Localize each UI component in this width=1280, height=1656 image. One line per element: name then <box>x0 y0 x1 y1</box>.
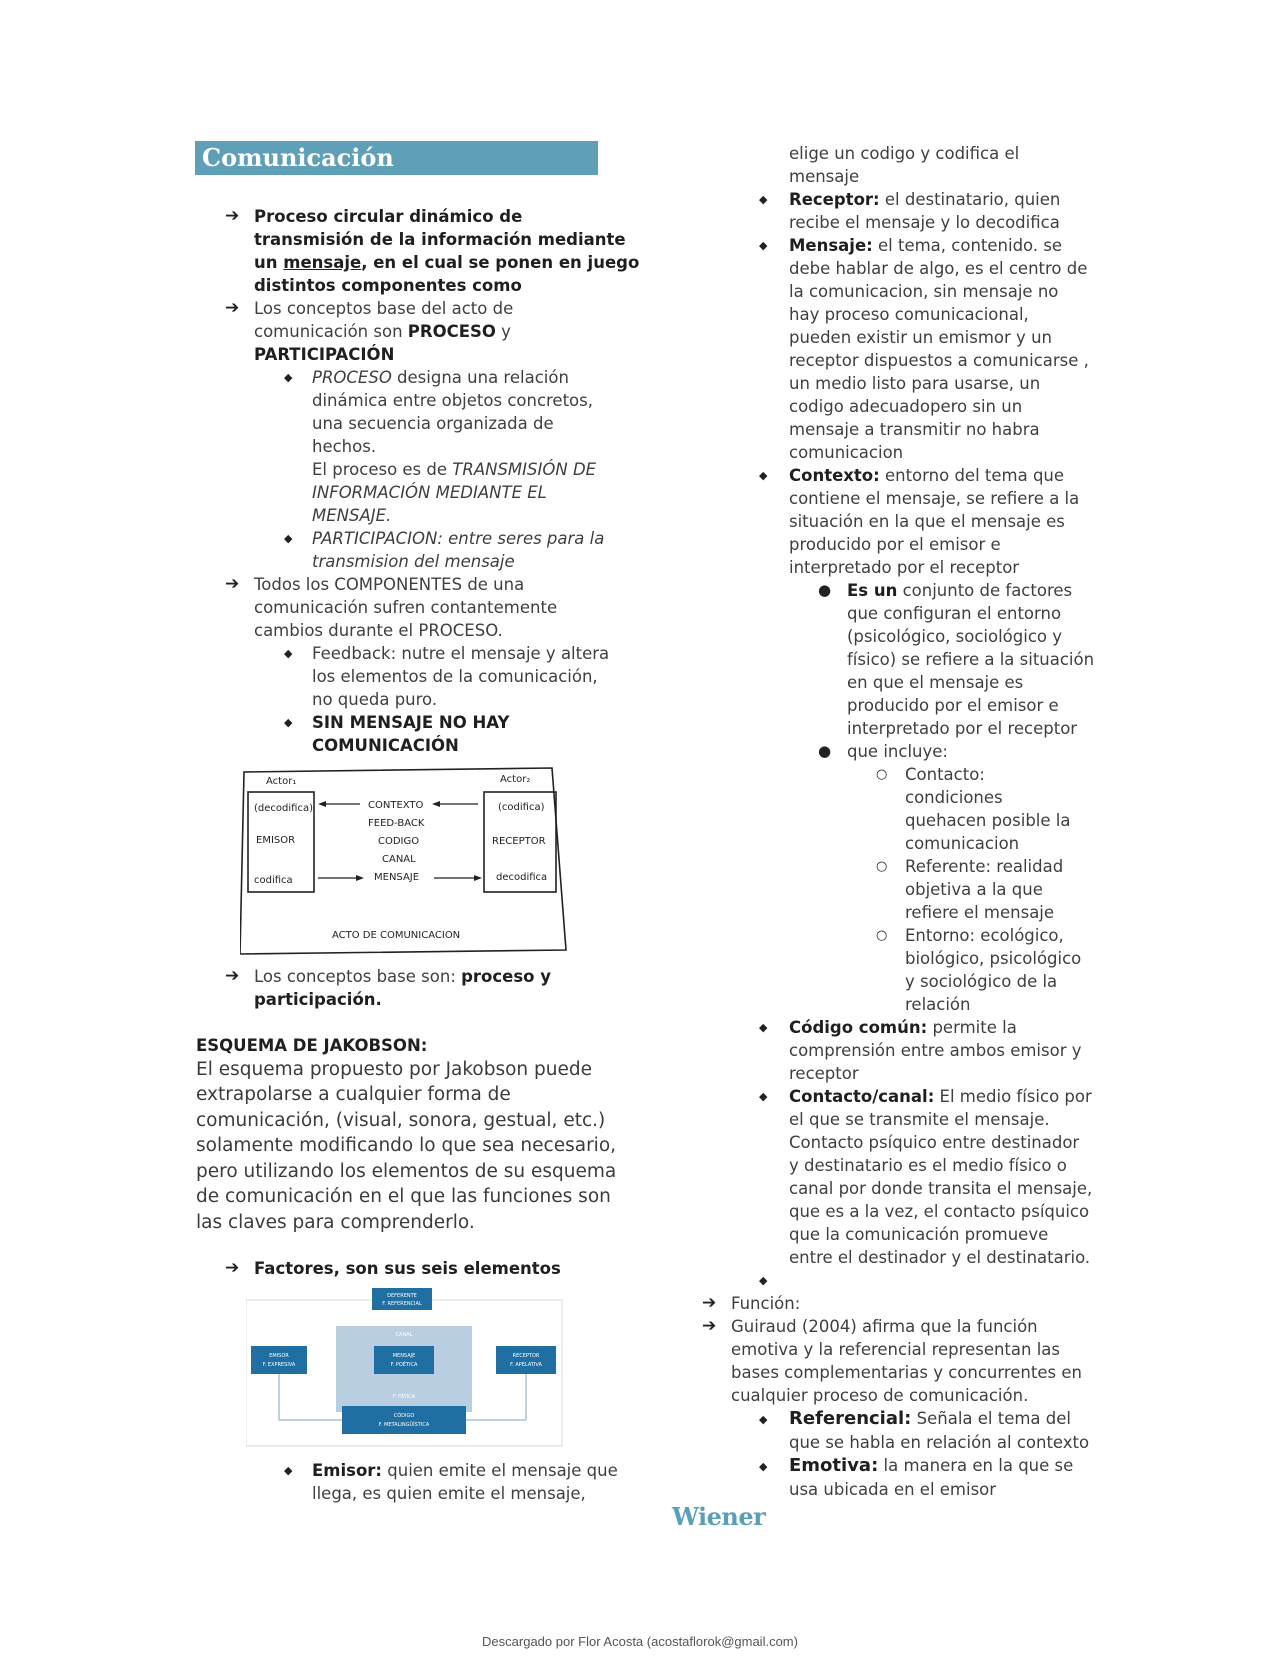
right-text: Mensaje: el tema, contenido. se <box>789 236 1063 255</box>
diagram-center-label: CODIGO <box>378 836 420 847</box>
right-text: Contacto: <box>905 765 985 784</box>
right-text: comunicacion <box>905 834 1020 853</box>
bullet-text: comunicación son PROCESO y <box>254 322 511 341</box>
right-text: comprensión entre ambos emisor y <box>789 1041 1082 1060</box>
right-text: Contexto: entorno del tema que <box>789 466 1065 485</box>
right-text: que la comunicación promueve <box>789 1225 1049 1244</box>
sub-bullet-text: una secuencia organizada de <box>312 414 554 433</box>
sub-bullet-text: los elementos de la comunicación, <box>312 667 598 686</box>
diamond-bullet-icon: ◆ <box>759 1274 768 1287</box>
right-text: entre el destinador y el destinatario. <box>789 1248 1091 1267</box>
diamond-bullet-icon: ◆ <box>759 1460 768 1473</box>
arrow-bullet-icon: ➔ <box>225 206 240 226</box>
arrow-bullet-icon: ➔ <box>702 1293 717 1313</box>
diagram-center-label: CANAL <box>382 854 416 865</box>
jakobson-receptor: RECEPTOR <box>512 1353 540 1359</box>
paragraph-line: El esquema propuesto por Jakobson puede <box>196 1059 593 1080</box>
diamond-bullet-icon: ◆ <box>759 1413 768 1426</box>
diamond-bullet-icon: ◆ <box>284 1464 293 1477</box>
jakobson-mensaje: F. POÉTICA <box>390 1362 418 1368</box>
sub-bullet-text: INFORMACIÓN MEDIANTE EL <box>312 483 547 502</box>
right-text: condiciones <box>905 788 1003 807</box>
diamond-bullet-icon: ◆ <box>759 1021 768 1034</box>
right-text: Función: <box>731 1294 801 1313</box>
bullet-text: comunicación sufren contantemente <box>254 598 558 617</box>
right-text: Referencial: Señala el tema del <box>789 1408 1071 1429</box>
right-text: situación en la que el mensaje es <box>789 512 1065 531</box>
jakobson-fatica: F. FÁTICA <box>392 1394 416 1400</box>
right-text: que es a la vez, el contacto psíquico <box>789 1202 1090 1221</box>
diagram-center-label: MENSAJE <box>374 872 420 883</box>
diagram-left-label: (decodifica) <box>254 803 313 814</box>
right-text: Guiraud (2004) afirma que la función <box>731 1317 1038 1336</box>
jakobson-diagram <box>246 1288 566 1448</box>
right-text: mensaje a transmitir no habra <box>789 420 1040 439</box>
communication-act-diagram <box>240 766 570 956</box>
section-heading: ESQUEMA DE JAKOBSON: <box>196 1036 428 1055</box>
sub-bullet-text: Emisor: quien emite el mensaje que <box>312 1461 618 1480</box>
diagram-caption: ACTO DE COMUNICACION <box>332 930 461 941</box>
diagram-center-label: CONTEXTO <box>368 800 424 811</box>
right-text: elige un codigo y codifica el <box>789 144 1020 163</box>
sub-bullet-text: transmision del mensaje <box>312 552 515 571</box>
right-text: producido por el emisor e <box>847 696 1059 715</box>
right-text: codigo adecuadopero sin un <box>789 397 1023 416</box>
diamond-bullet-icon: ◆ <box>759 1090 768 1103</box>
sub-bullet-text: dinámica entre objetos concretos, <box>312 391 593 410</box>
paragraph-line: pero utilizando los elementos de su esquema <box>196 1161 617 1182</box>
bullet-text: participación. <box>254 990 382 1009</box>
diagram-center-label: FEED-BACK <box>368 818 425 829</box>
paragraph-line: comunicación, (visual, sonora, gestual, etc.) <box>196 1110 606 1131</box>
right-text: el que se transmite el mensaje. <box>789 1110 1050 1129</box>
paragraph-line: las claves para comprenderlo. <box>196 1212 475 1233</box>
diamond-bullet-icon: ◆ <box>284 532 293 545</box>
diamond-bullet-icon: ◆ <box>759 239 768 252</box>
arrow-bullet-icon: ➔ <box>225 298 240 318</box>
diamond-bullet-icon: ◆ <box>284 647 293 660</box>
right-text: cualquier proceso de comunicación. <box>731 1386 1029 1405</box>
bullet-text: distintos componentes como <box>254 276 522 295</box>
arrow-bullet-icon: ➔ <box>225 1258 240 1278</box>
right-text: que incluye: <box>847 742 948 761</box>
diagram-left-label: EMISOR <box>256 835 296 846</box>
diamond-bullet-icon: ◆ <box>284 371 293 384</box>
paragraph-line: extrapolarse a cualquier forma de <box>196 1084 511 1105</box>
right-text: y destinatario es el medio físico o <box>789 1156 1067 1175</box>
right-text: recibe el mensaje y lo decodifica <box>789 213 1060 232</box>
jakobson-mensaje: MENSAJE <box>392 1353 416 1359</box>
sub-bullet-text: El proceso es de TRANSMISIÓN DE <box>312 460 597 479</box>
right-text: receptor <box>789 1064 859 1083</box>
right-text: debe hablar de algo, es el centro de <box>789 259 1088 278</box>
bullet-text: transmisión de la información mediante <box>254 230 626 249</box>
download-footer: Descargado por Flor Acosta (acostaflorok@gmail.com) <box>482 1634 798 1649</box>
right-text: Receptor: el destinatario, quien <box>789 190 1061 209</box>
section-title: Comunicación <box>202 143 394 172</box>
bullet-text: un mensaje, en el cual se ponen en juego <box>254 253 640 272</box>
sub-bullet-text: Feedback: nutre el mensaje y altera <box>312 644 610 663</box>
wiener-logo: Wiener <box>672 1502 766 1531</box>
sub-bullet-text: hechos. <box>312 437 377 456</box>
right-text: la comunicacion, sin mensaje no <box>789 282 1059 301</box>
right-text: interpretado por el receptor <box>789 558 1020 577</box>
bullet-text: Todos los COMPONENTES de una <box>254 575 525 594</box>
right-text: producido por el emisor e <box>789 535 1001 554</box>
right-text: comunicacion <box>789 443 904 462</box>
right-text: Emotiva: la manera en la que se <box>789 1455 1074 1476</box>
right-text: un medio listo para usarse, un <box>789 374 1041 393</box>
right-text: bases complementarias y concurrentes en <box>731 1363 1082 1382</box>
section-title-band <box>195 141 598 175</box>
right-text: Referente: realidad <box>905 857 1064 876</box>
diamond-bullet-icon: ◆ <box>759 469 768 482</box>
jakobson-codigo: F. METALINGÜÍSTICA <box>378 1422 430 1428</box>
jakobson-emisor: EMISOR <box>269 1353 289 1359</box>
right-text: y sociológico de la <box>905 972 1058 991</box>
right-text: Es un conjunto de factores <box>847 581 1073 600</box>
jakobson-referente: F. REFERENCIAL <box>382 1301 422 1307</box>
right-text: Contacto psíquico entre destinador <box>789 1133 1080 1152</box>
right-text: emotiva y la referencial representan las <box>731 1340 1061 1359</box>
right-text: contiene el mensaje, se refiere a la <box>789 489 1080 508</box>
diagram-actor2-label: Actor₂ <box>500 774 531 785</box>
right-text: interpretado por el receptor <box>847 719 1078 738</box>
jakobson-referente: DEFERENTE <box>387 1293 417 1299</box>
diagram-right-label: decodifica <box>496 872 548 883</box>
circle-bullet-icon: ○ <box>876 928 888 943</box>
right-text: objetiva a la que <box>905 880 1043 899</box>
sub-bullet-text: llega, es quien emite el mensaje, <box>312 1484 586 1503</box>
sub-bullet-text: PROCESO designa una relación <box>312 368 569 387</box>
diagram-left-label: codifica <box>254 875 293 886</box>
right-text: receptor dispuestos a comunicarse , <box>789 351 1089 370</box>
right-text: que se habla en relación al contexto <box>789 1433 1090 1452</box>
circle-bullet-icon: ○ <box>876 859 888 874</box>
right-text: Entorno: ecológico, <box>905 926 1064 945</box>
bullet-text: Factores, son sus seis elementos <box>254 1259 561 1278</box>
diagram-right-label: RECEPTOR <box>492 836 546 847</box>
paragraph-line: de comunicación en el que las funciones son <box>196 1186 611 1207</box>
sub-bullet-text: MENSAJE. <box>312 506 392 525</box>
bullet-text: Proceso circular dinámico de <box>254 207 523 226</box>
diamond-bullet-icon: ◆ <box>759 193 768 206</box>
sub-bullet-text: PARTICIPACION: entre seres para la <box>312 529 605 548</box>
underlined-word: mensaje <box>283 253 362 272</box>
arrow-bullet-icon: ➔ <box>225 574 240 594</box>
right-text: canal por donde transita el mensaje, <box>789 1179 1093 1198</box>
diagram-actor1-label: Actor₁ <box>266 776 297 787</box>
right-text: pueden existir un emismor y un <box>789 328 1052 347</box>
dot-bullet-icon: ● <box>818 742 832 760</box>
jakobson-emisor: F. EXPRESIVA <box>262 1362 296 1368</box>
bullet-text: PARTICIPACIÓN <box>254 345 395 364</box>
dot-bullet-icon: ● <box>818 581 832 599</box>
jakobson-canal: CANAL <box>395 1332 413 1338</box>
sub-bullet-text: no queda puro. <box>312 690 438 709</box>
right-text: mensaje <box>789 167 860 186</box>
right-text: refiere el mensaje <box>905 903 1055 922</box>
diamond-bullet-icon: ◆ <box>284 716 293 729</box>
right-text: quehacen posible la <box>905 811 1071 830</box>
sub-bullet-text: COMUNICACIÓN <box>312 736 459 755</box>
right-text: que configuran el entorno <box>847 604 1062 623</box>
right-text: usa ubicada en el emisor <box>789 1480 997 1499</box>
right-text: Contacto/canal: El medio físico por <box>789 1087 1092 1106</box>
right-text: Código común: permite la <box>789 1018 1017 1037</box>
arrow-bullet-icon: ➔ <box>702 1316 717 1336</box>
paragraph-line: solamente modificando lo que sea necesario, <box>196 1135 617 1156</box>
diagram-right-label: (codifica) <box>498 802 545 813</box>
circle-bullet-icon: ○ <box>876 767 888 782</box>
right-text: hay proceso comunicacional, <box>789 305 1029 324</box>
jakobson-receptor: F. APELATIVA <box>510 1362 542 1368</box>
jakobson-codigo: CÓDIGO <box>393 1413 415 1419</box>
right-text: biológico, psicológico <box>905 949 1082 968</box>
right-text: (psicológico, sociológico y <box>847 627 1063 646</box>
right-text: relación <box>905 995 971 1014</box>
right-text: en que el mensaje es <box>847 673 1024 692</box>
sub-bullet-text: SIN MENSAJE NO HAY <box>312 713 510 732</box>
bullet-text: cambios durante el PROCESO. <box>254 621 503 640</box>
bullet-text: Los conceptos base del acto de <box>254 299 514 318</box>
bullet-text: Los conceptos base son: proceso y <box>254 967 552 986</box>
arrow-bullet-icon: ➔ <box>225 966 240 986</box>
right-text: físico) se refiere a la situación <box>847 650 1095 669</box>
